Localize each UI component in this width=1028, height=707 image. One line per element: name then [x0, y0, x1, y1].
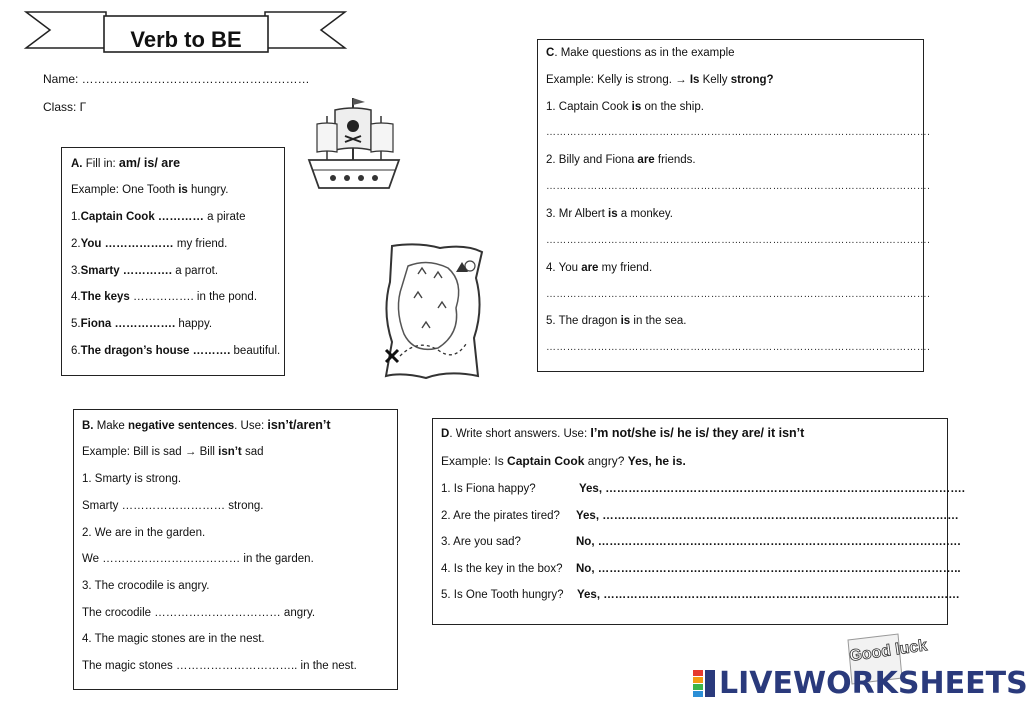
- section-d-answer[interactable]: No, …………………………………………………………………………………..: [576, 563, 961, 575]
- section-b-heading: B. Make negative sentences. Use: isn’t/aren’t: [82, 418, 331, 432]
- section-b-answer[interactable]: We ……………………………… in the garden.: [82, 553, 314, 565]
- class-field[interactable]: Class: Γ: [43, 100, 87, 114]
- section-d-question: 5. Is One Tooth hungry?: [441, 589, 564, 601]
- section-a-example: Example: One Tooth is hungry.: [71, 184, 229, 196]
- good-luck-text: Good luck: [848, 637, 929, 666]
- section-b-question: 2. We are in the garden.: [82, 527, 206, 539]
- treasure-map-image: [378, 238, 490, 384]
- section-d-question: 1. Is Fiona happy?: [441, 483, 536, 495]
- section-c-question: 5. The dragon is in the sea.: [546, 315, 687, 327]
- section-b-example: Example: Bill is sad → Bill isn’t sad: [82, 446, 264, 458]
- section-c-answer-line[interactable]: ………………………………………………………………………………………………….: [546, 127, 931, 138]
- section-a-item[interactable]: 4.The keys ……………. in the pond.: [71, 291, 258, 303]
- section-b-question: 4. The magic stones are in the nest.: [82, 633, 265, 645]
- section-d-question: 3. Are you sad?: [441, 536, 521, 548]
- section-c-answer-line[interactable]: ………………………………………………………………………………………………….: [546, 342, 931, 353]
- section-c-question: 4. You are my friend.: [546, 262, 653, 274]
- section-d-answer[interactable]: Yes, …………………………………………………………………………………: [577, 589, 960, 601]
- section-a-item[interactable]: 3.Smarty …………. a parrot.: [71, 265, 219, 277]
- section-b-question: 1. Smarty is strong.: [82, 473, 182, 485]
- section-c-heading: C. Make questions as in the example: [546, 47, 735, 59]
- section-a-item[interactable]: 2.You ……………… my friend.: [71, 238, 228, 250]
- section-a-heading: A. Fill in: am/ is/ are: [71, 156, 181, 170]
- section-a-item[interactable]: 6.The dragon’s house ………. beautiful.: [71, 345, 281, 357]
- section-c-answer-line[interactable]: ………………………………………………………………………………………………….: [546, 289, 931, 300]
- section-a-box: [61, 147, 285, 376]
- section-b-answer[interactable]: The magic stones ………………………….. in the nest.: [82, 660, 357, 672]
- section-b-question: 3. The crocodile is angry.: [82, 580, 210, 592]
- section-a-item[interactable]: 1.Captain Cook ………… a pirate: [71, 211, 246, 223]
- liveworksheets-wordmark: LIVEWORKSHEETS: [719, 666, 1028, 701]
- live-icon: [693, 670, 715, 698]
- section-c-question: 2. Billy and Fiona are friends.: [546, 154, 696, 166]
- pirate-ship-image: [305, 92, 403, 194]
- section-d-answer[interactable]: Yes, …………………………………………………………………………………: [576, 510, 959, 522]
- section-b-answer[interactable]: The crocodile …………………………… angry.: [82, 607, 316, 619]
- section-c-example: Example: Kelly is strong. → Is Kelly strong?: [546, 74, 774, 86]
- section-d-question: 4. Is the key in the box?: [441, 563, 563, 575]
- section-d-answer[interactable]: No, ……………………………………………………………………………….….: [576, 536, 961, 548]
- liveworksheets-logo[interactable]: [693, 666, 1028, 702]
- section-d-question: 2. Are the pirates tired?: [441, 510, 560, 522]
- name-field[interactable]: Name: …………………………………………………: [43, 72, 310, 86]
- section-c-answer-line[interactable]: ………………………………………………………………………………………………….: [546, 235, 931, 246]
- section-d-heading: D. Write short answers. Use: I’m not/she is/ he is/ they are/ it isn’t: [441, 426, 805, 440]
- section-d-example: Example: Is Captain Cook angry? Yes, he is.: [441, 454, 686, 468]
- section-d-answer[interactable]: Yes, ………………………………………………………………………………….: [579, 483, 965, 495]
- section-c-question: 3. Mr Albert is a monkey.: [546, 208, 673, 220]
- section-b-answer[interactable]: Smarty ……………………… strong.: [82, 500, 264, 512]
- worksheet-title: Verb to BE: [130, 27, 242, 52]
- section-c-question: 1. Captain Cook is on the ship.: [546, 101, 704, 113]
- section-a-item[interactable]: 5.Fiona ……………. happy.: [71, 318, 213, 330]
- section-c-answer-line[interactable]: ………………………………………………………………………………………………….: [546, 181, 931, 192]
